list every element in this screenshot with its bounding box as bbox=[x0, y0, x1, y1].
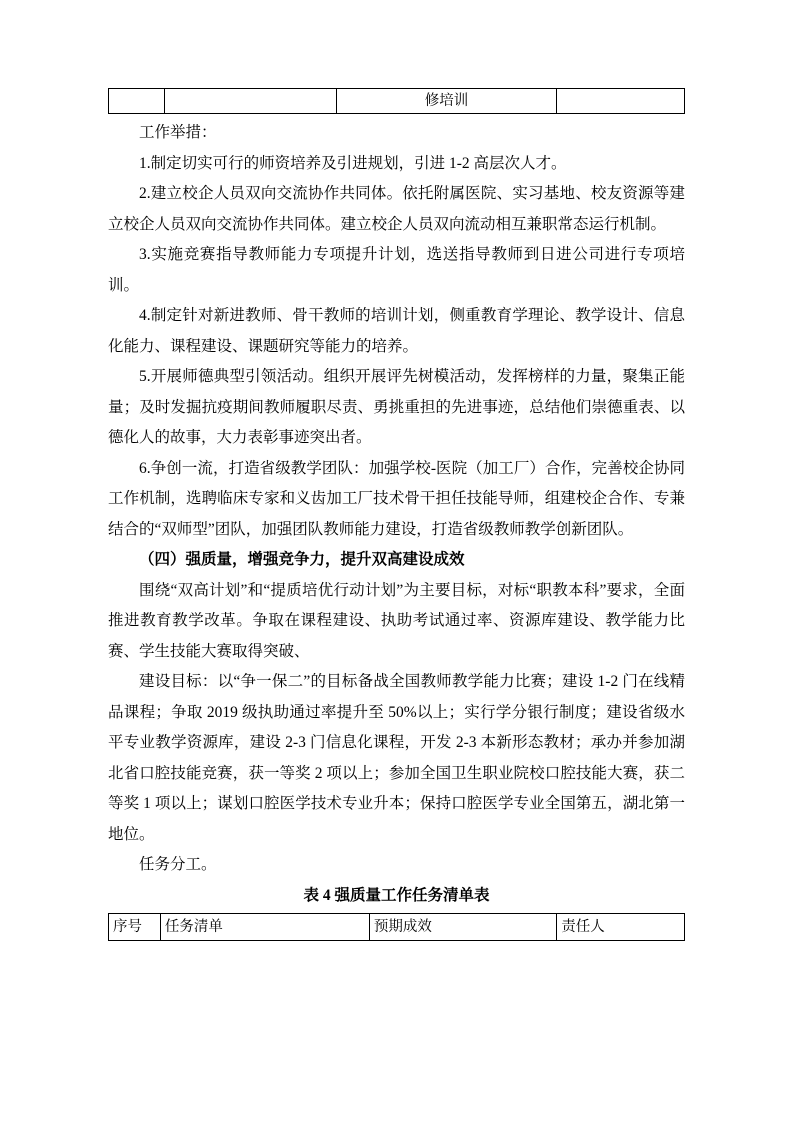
section-heading-four: （四）强质量，增强竞争力，提升双高建设成效 bbox=[139, 551, 465, 568]
task-list-table bbox=[108, 913, 685, 941]
table-header-row bbox=[109, 914, 685, 941]
paragraph-goals: 建设目标：以“争一保二”的目标备战全国教师教学能力比赛；建设 1-2 门在线精品课程；争取 2019 级执助通过率提升至 50%以上；实行学分银行制度；建设省级水平专业教学资源库，建设 2-3 门信息化课程，开发 2-3 本新形态教材；承办并参加湖北省口腔技能竞赛，获一等奖 2 项以上；参加全国卫生职业院校口腔技能大赛，获二等奖 1 项以上；谋划口腔医学技术专业升本；保持口腔医学专业全国第五，湖北第一地位。 bbox=[108, 673, 685, 843]
paragraph-measure-1: 1.制定切实可行的师资培养及引进规划，引进 1-2 高层次人才。 bbox=[139, 154, 567, 172]
paragraph-task-division: 任务分工。 bbox=[139, 856, 217, 873]
table-row bbox=[109, 89, 685, 114]
cell-task bbox=[165, 89, 336, 114]
paragraph-measure-3: 3.实施竞赛指导教师能力专项提升计划，选送指导教师到日进公司进行专项培训。 bbox=[108, 246, 685, 294]
continued-table-top bbox=[108, 88, 685, 114]
header-expected-effect: 预期成效 bbox=[369, 914, 556, 941]
paragraph-measure-2: 2.建立校企人员双向交流协作共同体。依托附属医院、实习基地、校友资源等建立校企人员双向交流协作共同体。建立校企人员双向流动相互兼职常态运行机制。 bbox=[108, 185, 685, 233]
paragraph-measure-6: 6.争创一流，打造省级教学团队：加强学校-医院（加工厂）合作，完善校企协同工作机制，选聘临床专家和义齿加工厂技术骨干担任技能导师，组建校企合作、专兼结合的“双师型”团队，加强团队教师能力建设，打造省级教师教学创新团队。 bbox=[108, 459, 685, 538]
header-seq: 序号 bbox=[109, 914, 161, 941]
header-task-list: 任务清单 bbox=[160, 914, 369, 941]
cell-owner bbox=[557, 89, 685, 114]
cell-effect: 修培训 bbox=[336, 89, 557, 114]
header-owner: 责任人 bbox=[557, 914, 685, 941]
paragraph-measure-4: 4.制定针对新进教师、骨干教师的培训计划，侧重教育学理论、教学设计、信息化能力、课程建设、课题研究等能力的培养。 bbox=[108, 307, 685, 355]
table-caption-4: 表 4 强质量工作任务清单表 bbox=[303, 886, 490, 904]
paragraph-overview: 围绕“双高计划”和“提质培优行动计划”为主要目标，对标“职教本科”要求，全面推进教育教学改革。争取在课程建设、执助考试通过率、资源库建设、教学能力比赛、学生技能大赛取得突破、 bbox=[108, 581, 685, 660]
paragraph-measure-5: 5.开展师德典型引领活动。组织开展评先树模活动，发挥榜样的力量，聚集正能量；及时发掘抗疫期间教师履职尽责、勇挑重担的先进事迹，总结他们崇德重表、以德化人的故事，大力表彰事迹突出者。 bbox=[108, 368, 685, 446]
paragraph-work-measures-label: 工作举措： bbox=[139, 124, 217, 141]
cell-seq bbox=[109, 89, 165, 114]
